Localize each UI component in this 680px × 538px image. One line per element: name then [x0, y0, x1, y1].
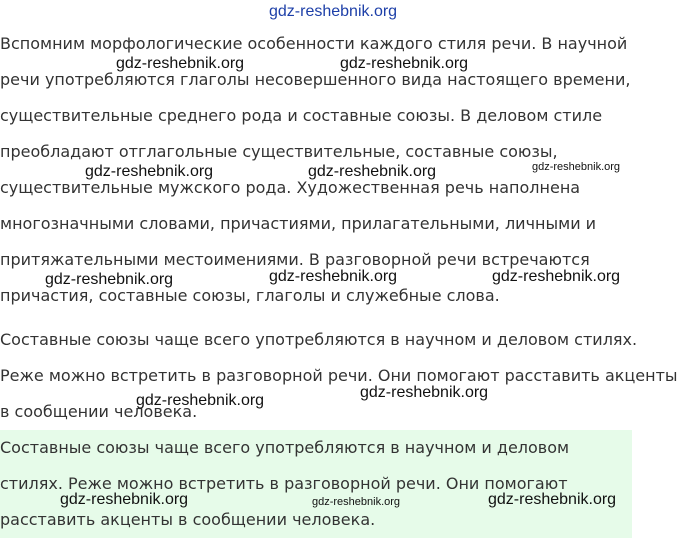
- header-watermark: gdz-reshebnik.org: [269, 3, 398, 20]
- watermark: gdz-reshebnik.org: [360, 384, 489, 401]
- answer-line: стилях. Реже можно встретить в разговорной речи. Они помогают: [0, 474, 568, 493]
- paragraph-line: преобладают отглагольные существительные, составные союзы,: [0, 142, 558, 161]
- watermark: gdz-reshebnik.org: [312, 496, 401, 508]
- watermark: gdz-reshebnik.org: [45, 271, 174, 288]
- watermark: gdz-reshebnik.org: [136, 392, 265, 409]
- paragraph-line: притяжательными местоимениями. В разговорной речи встречаются: [0, 250, 590, 269]
- watermark: gdz-reshebnik.org: [308, 163, 437, 180]
- watermark: gdz-reshebnik.org: [269, 268, 398, 285]
- watermark: gdz-reshebnik.org: [492, 268, 621, 285]
- watermark: gdz-reshebnik.org: [116, 55, 245, 72]
- paragraph-line: причастия, составные союзы, глаголы и служебные слова.: [0, 286, 500, 305]
- paragraph-line: Реже можно встретить в разговорной речи. Они помогают расставить акценты: [0, 366, 678, 385]
- watermark: gdz-reshebnik.org: [340, 55, 469, 72]
- paragraph-line: Вспомним морфологические особенности каждого стиля речи. В научной: [0, 34, 628, 53]
- answer-line: Составные союзы чаще всего употребляются в научном и деловом: [0, 438, 570, 457]
- watermark: gdz-reshebnik.org: [85, 163, 214, 180]
- watermark: gdz-reshebnik.org: [532, 161, 621, 173]
- paragraph-line: в сообщении человека.: [0, 402, 198, 421]
- paragraph-line: Составные союзы чаще всего употребляются в научном и деловом стилях.: [0, 330, 638, 349]
- watermark: gdz-reshebnik.org: [488, 491, 617, 508]
- paragraph-line: многозначными словами, причастиями, прилагательными, личными и: [0, 214, 597, 233]
- paragraph-line: существительные мужского рода. Художественная речь наполнена: [0, 178, 581, 197]
- watermark: gdz-reshebnik.org: [60, 491, 189, 508]
- paragraph-line: существительные среднего рода и составные союзы. В деловом стиле: [0, 106, 603, 125]
- answer-line: расставить акценты в сообщении человека.: [0, 510, 376, 529]
- paragraph-line: речи употребляются глаголы несовершенного вида настоящего времени,: [0, 70, 631, 89]
